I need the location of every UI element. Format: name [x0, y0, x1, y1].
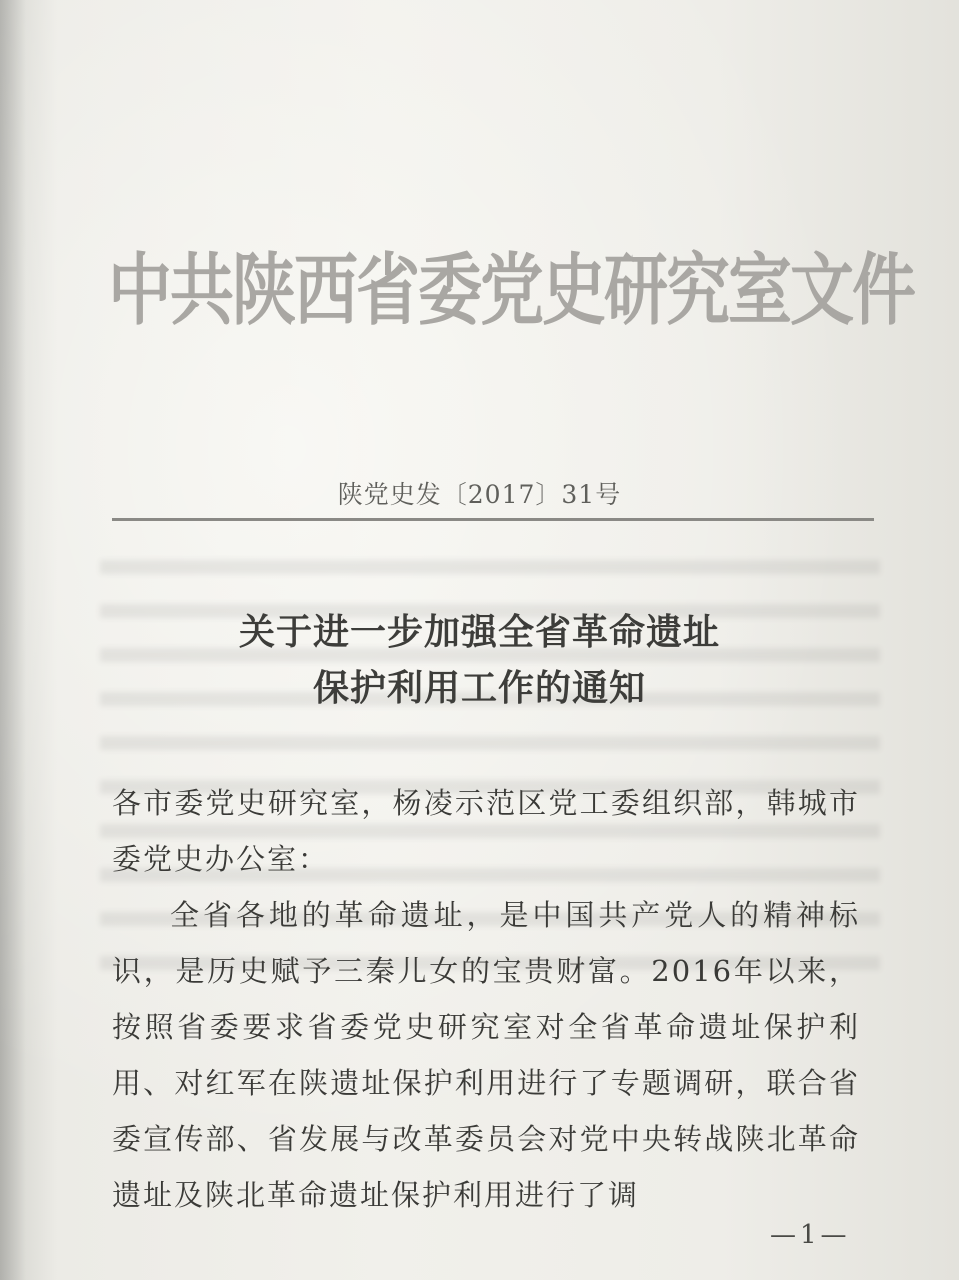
header-divider: [112, 518, 874, 521]
salutation: 各市委党史研究室，杨凌示范区党工委组织部，韩城市委党史办公室：: [112, 786, 860, 876]
notice-title-line-1: 关于进一步加强全省革命遗址: [238, 612, 720, 653]
notice-title-line-2: 保护利用工作的通知: [312, 668, 646, 709]
body-text: [112, 775, 860, 1223]
document-number: 陕党史发〔2017〕31号: [337, 480, 622, 509]
page-number: —1—: [770, 1220, 851, 1250]
notice-title: [0, 605, 959, 717]
document-header-title: 中共陕西省委党史研究室文件: [108, 246, 914, 337]
body-paragraph-1: 全省各地的革命遗址，是中国共产党人的精神标识，是历史赋予三秦儿女的宝贵财富。2016年以来，按照省委要求省委党史研究室对全省革命遗址保护利用、对红军在陕遗址保护利用进行了专题调研，联合省委宣传部、省发展与改革委员会对党中央转战陕北革命遗址及陕北革命遗址保护利用进行了调: [112, 898, 860, 1212]
